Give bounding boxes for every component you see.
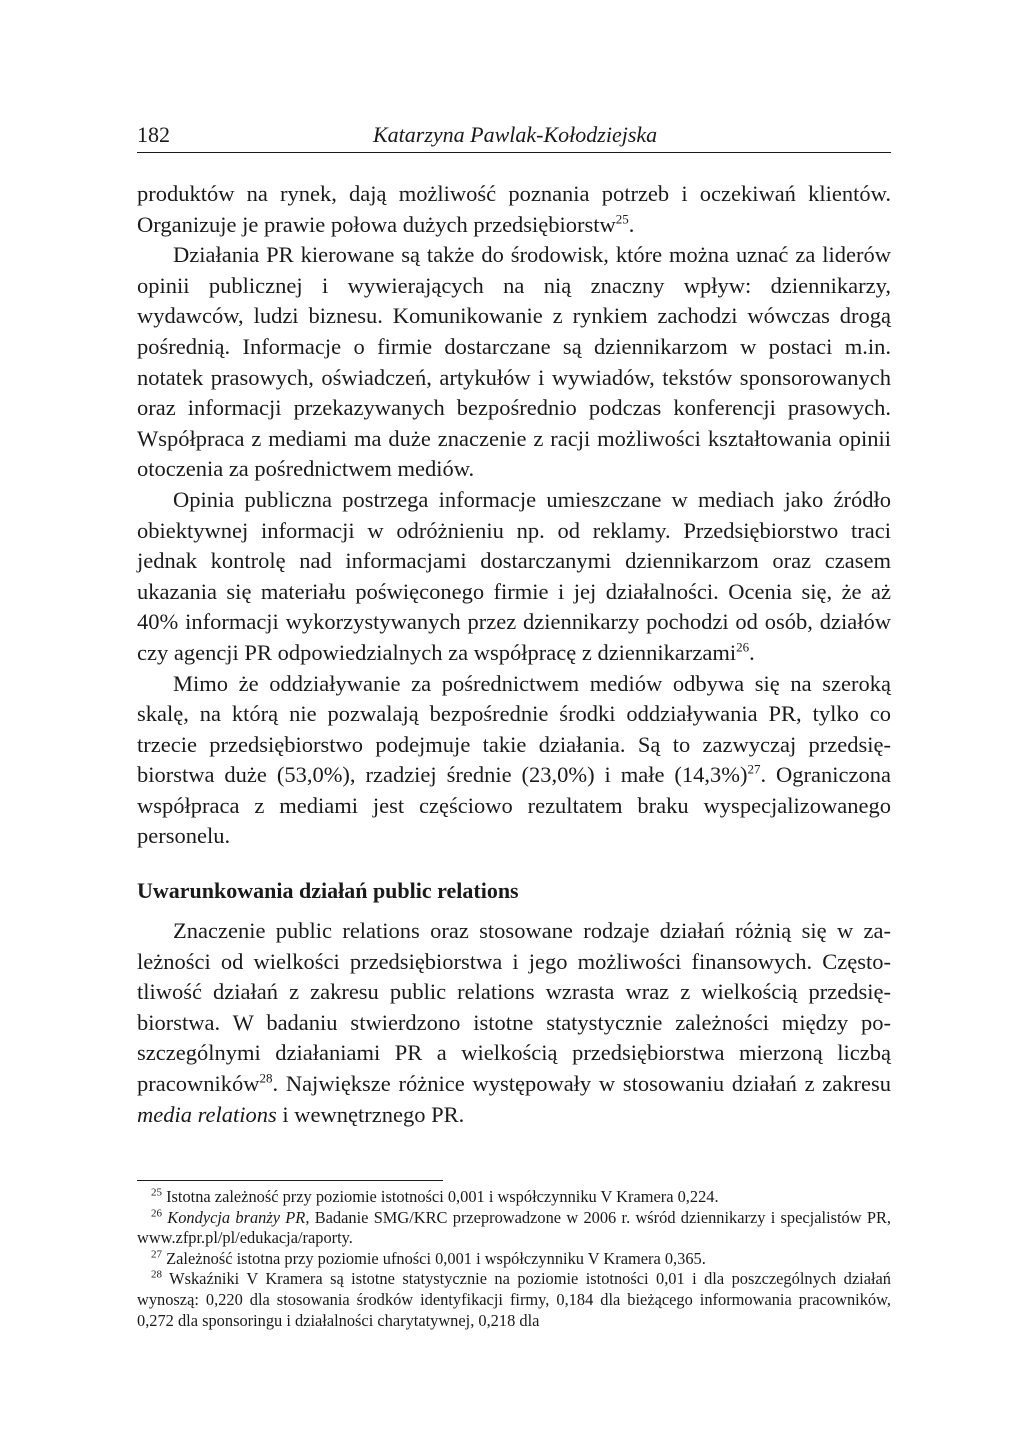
paragraph-4-tail: . Ograniczona współpraca z mediami jest częściowo rezultatem braku wyspecjalizowanego personelu. — [137, 762, 891, 849]
footnote-28-text: Wskaźniki V Kramera są istotne statystycznie na poziomie istotności 0,01 i dla poszczególnych działań wynoszą: 0,220 dla stosowania środków identyfikacji firmy, 0,184 dla bieżącego informowania pracowników, 0,272 dla sponsoringu i działalności charytatywnej, 0,218 dla — [137, 1269, 891, 1330]
body-text — [137, 179, 891, 1130]
footnote-27-number: 27 — [151, 1248, 162, 1261]
footnote-25-number: 25 — [151, 1186, 162, 1199]
paragraph-5 — [137, 916, 891, 1130]
footnote-ref-27: 27 — [747, 761, 761, 777]
footnote-27-text: Zależność istotna przy poziomie ufności 0,001 i współczynniku V Kramera 0,365. — [162, 1248, 706, 1268]
footnote-28-number: 28 — [151, 1268, 162, 1281]
footnote-28 — [137, 1269, 891, 1331]
footnote-ref-26: 26 — [736, 639, 750, 655]
paragraph-2: Działania PR kierowane są także do środowisk, które można uznać za liderów opinii publicznej i wywierających na nią znaczny wpływ: dziennikarzy, wydawców, ludzi biznesu. Komunikowanie z rynkiem zachodzi wówczas drogą pośrednią. Informacje o firmie dostarczane są dziennikarzom w postaci m.in. notatek prasowych, oświadczeń, artykułów i wywiadów, tekstów sponsorowanych oraz informacji przekazywanych bezpośrednio podczas konferencji prasowych. Współpraca z mediami ma duże znaczenie z racji możliwości kształtowania opinii otoczenia za pośrednictwem mediów. — [137, 242, 891, 482]
paragraph-3 — [137, 485, 891, 669]
footnote-25 — [137, 1187, 891, 1208]
running-header — [137, 122, 891, 153]
footnote-25-text: Istotna zależność przy poziomie istotności 0,001 i współczynniku V Kramera 0,224. — [162, 1187, 719, 1206]
paragraph-3-tail: . — [749, 639, 755, 665]
footnote-ref-25: 25 — [615, 211, 629, 227]
paragraph-5-tail: i wewnętrznego PR. — [276, 1101, 465, 1127]
footnote-26 — [137, 1208, 891, 1249]
footnotes — [137, 1187, 891, 1331]
paragraph-5-mid: . Największe różnice występowały w stosowaniu działań z zakresu — [272, 1071, 891, 1097]
page-number: 182 — [137, 122, 170, 147]
paragraph-4-text: Mimo że oddziaływanie za pośrednictwem mediów odbywa się na szeroką skalę, na którą nie pozwalają bezpośrednie środki oddziaływania PR, tylko co trzecie przedsiębiorstwo podejmuje takie działania. Są to zazwyczaj przedsiębiorstwa duże (53,0%), rzadziej średnie (23,0%) i małe (14,3%) — [137, 670, 891, 788]
running-head-author: Katarzyna Pawlak-Kołodziejska — [373, 122, 658, 147]
footnote-27 — [137, 1249, 891, 1270]
footnote-26-number: 26 — [151, 1207, 162, 1220]
section-heading: Uwarunkowania działań public relations — [137, 878, 519, 904]
paragraph-5-text: Znaczenie public relations oraz stosowane rodzaje działań różnią się w zależności od wielkości przedsiębiorstwa i jego możliwości finansowych. Częstotliwość działań z zakresu public relations wzrasta wraz z wielkością przedsiębiorstwa. W badaniu stwierdzono istotne statystycznie zależności między poszczególnymi działaniami PR a wielkością przedsiębiorstwa mierzoną liczbą pracowników — [137, 918, 891, 1097]
footnote-ref-28: 28 — [259, 1070, 273, 1086]
footnote-26-title: Kondycja branży PR — [167, 1207, 306, 1227]
paragraph-3-text: Opinia publiczna postrzega informacje umieszczane w mediach jako źródło obiektywnej informacji w odróżnieniu np. od reklamy. Przedsiębiorstwo traci jednak kontrolę nad informacjami dostarczanymi dziennikarzom oraz czasem ukazania się materiału poświęconego firmie i jej działalności. Ocenia się, że aż 40% informacji wykorzystywanych przez dziennikarzy pochodzi od osób, działów czy agencji PR odpowiedzialnych za współpracę z dziennikarzami — [137, 486, 891, 665]
footnote-26-text: , Badanie SMG/KRC przeprowadzone w 2006 r. wśród dziennikarzy i specjalistów PR, www.zfpr.pl/pl/edukacja/raporty. — [137, 1207, 892, 1248]
paragraph-4 — [137, 669, 891, 853]
paragraph-1-tail: . — [628, 211, 635, 237]
paragraph-1-text: produktów na rynek, dają możliwość poznania potrzeb i oczekiwań klientów. Organizuje je prawie połowa dużych przedsiębiorstw — [137, 181, 891, 237]
paragraph-1 — [137, 179, 891, 240]
paragraph-5-italic-term: media relations — [137, 1101, 277, 1127]
footnote-separator — [137, 1180, 443, 1181]
